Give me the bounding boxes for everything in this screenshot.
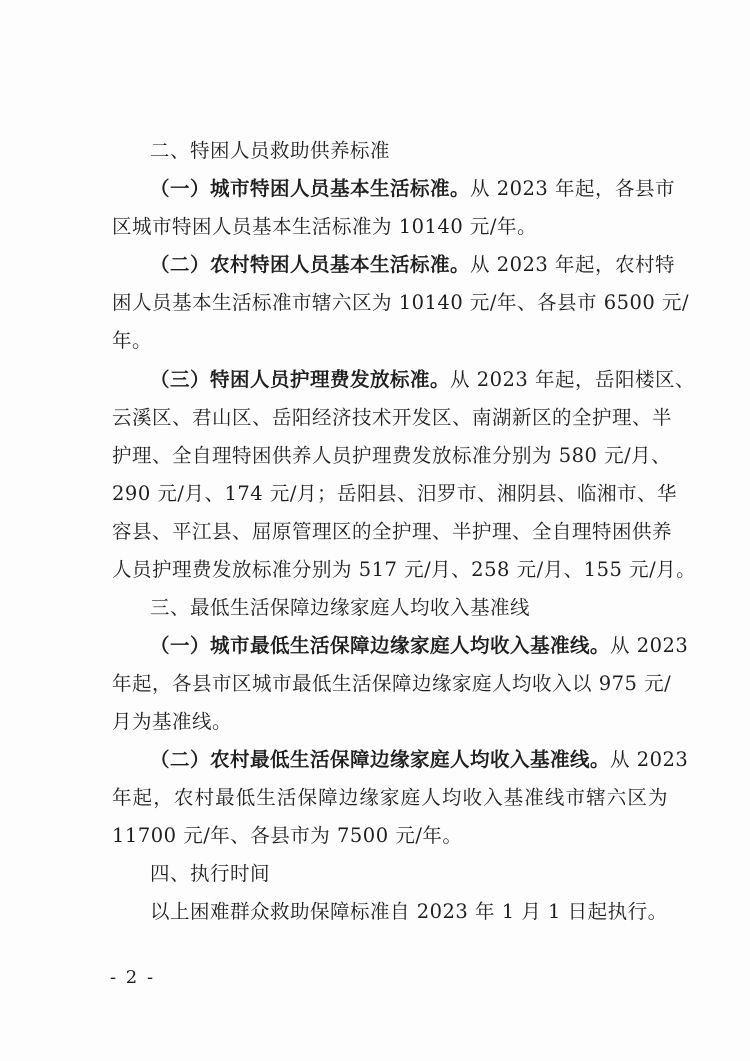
paragraph-line: 人员护理费发放标准分别为 517 元/月、258 元/月、155 元/月。 [112,558,697,581]
paragraph-line: 云溪区、君山区、岳阳经济技术开发区、南湖新区的全护理、半 [112,406,673,429]
paragraph-text: 从 2023 年起，各县市 [470,177,676,200]
paragraph-text: 从 2023 [610,748,689,771]
paragraph-line: 年起，农村最低生活保障边缘家庭人均收入基准线市辖六区为 [112,786,668,809]
paragraph-line [150,365,696,395]
paragraph-line: 290 元/月、174 元/月；岳阳县、汨罗市、湘阴县、临湘市、华 [112,482,677,505]
paragraph-line: 容县、平江县、屈原管理区的全护理、半护理、全自理特困供养 [112,520,673,543]
paragraph-line: 以上困难群众救助保障标准自 2023 年 1 月 1 日起执行。 [150,900,668,923]
paragraph-line: 困人员基本生活标准市辖六区为 10140 元/年、各县市 6500 元/ [112,291,690,314]
section-3-heading: 三、最低生活保障边缘家庭人均收入基准线 [150,596,531,619]
paragraph-lead: （三）特困人员护理费发放标准。 [150,368,451,391]
paragraph-line [150,174,676,204]
section-4-heading: 四、执行时间 [150,862,271,885]
paragraph-lead: （二）农村特困人员基本生活标准。 [150,253,471,276]
paragraph-lead: （二）农村最低生活保障边缘家庭人均收入基准线。 [150,748,611,771]
paragraph-lead: （一）城市特困人员基本生活标准。 [150,177,471,200]
paragraph-line [150,745,689,775]
paragraph-line: 区城市特困人员基本生活标准为 10140 元/年。 [112,215,537,238]
paragraph-line: 11700 元/年、各县市为 7500 元/年。 [112,824,463,847]
paragraph-lead: （一）城市最低生活保障边缘家庭人均收入基准线。 [150,634,611,657]
paragraph-text: 从 2023 年起，农村特 [470,253,676,276]
paragraph-line: 护理、全自理特困供养人员护理费发放标准分别为 580 元/月、 [112,444,672,467]
paragraph-line: 年。 [112,329,153,352]
paragraph-text: 从 2023 [610,634,689,657]
section-2-heading: 二、特困人员救助供养标准 [150,139,391,162]
paragraph-line [150,631,689,661]
page-number: - 2 - [110,967,156,988]
paragraph-text: 从 2023 年起，岳阳楼区、 [450,368,696,391]
paragraph-line [150,250,676,280]
paragraph-line: 年起，各县市区城市最低生活保障边缘家庭人均收入以 975 元/ [112,672,672,695]
paragraph-line: 月为基准线。 [112,710,233,733]
